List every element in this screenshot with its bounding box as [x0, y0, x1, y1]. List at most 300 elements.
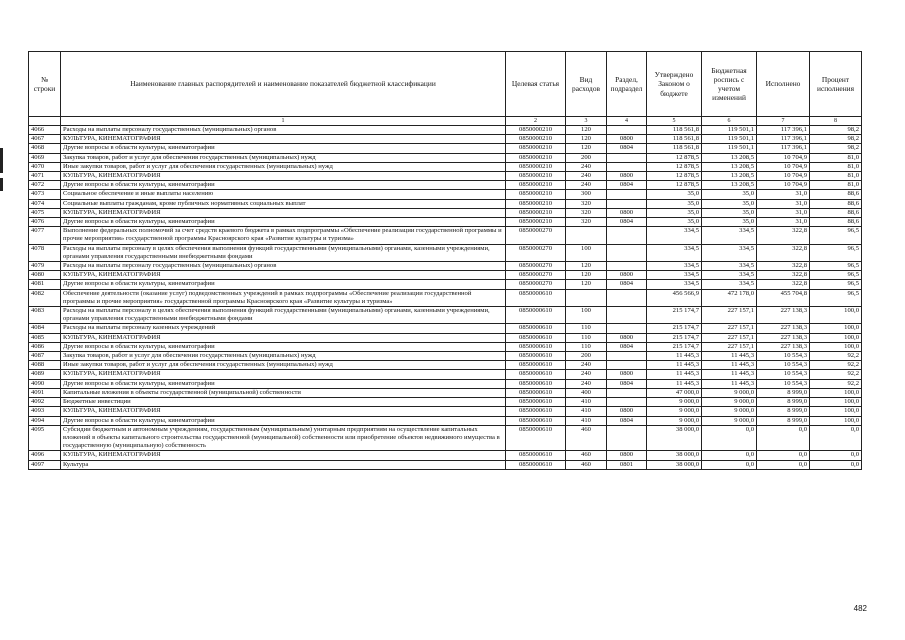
expense-type: 120 — [566, 126, 607, 135]
expense-type: 460 — [566, 451, 607, 460]
target-article: 0850000210 — [506, 208, 566, 217]
row-number: 4091 — [29, 388, 61, 397]
percent-executed: 100,0 — [810, 388, 862, 397]
row-number: 4073 — [29, 190, 61, 199]
executed-amount: 322,8 — [757, 280, 810, 289]
budget-table — [28, 51, 862, 470]
percent-executed: 100,0 — [810, 307, 862, 324]
row-name: Бюджетные инвестиции — [61, 398, 506, 407]
target-article: 0850000270 — [506, 244, 566, 261]
approved-amount: 12 878,5 — [647, 181, 702, 190]
column-number: 3 — [566, 117, 607, 126]
section-code — [607, 289, 647, 306]
expense-type: 100 — [566, 244, 607, 261]
executed-amount: 10 704,9 — [757, 181, 810, 190]
budget-amount: 227 157,1 — [702, 333, 757, 342]
expense-type: 410 — [566, 407, 607, 416]
row-number: 4087 — [29, 352, 61, 361]
approved-amount: 35,0 — [647, 218, 702, 227]
budget-amount: 227 157,1 — [702, 324, 757, 333]
target-article: 0850000210 — [506, 199, 566, 208]
budget-amount: 0,0 — [702, 451, 757, 460]
executed-amount: 0,0 — [757, 451, 810, 460]
expense-type: 460 — [566, 460, 607, 469]
row-name: КУЛЬТУРА, КИНЕМАТОГРАФИЯ — [61, 451, 506, 460]
target-article: 0850000210 — [506, 126, 566, 135]
row-number: 4094 — [29, 416, 61, 425]
approved-amount: 215 174,7 — [647, 342, 702, 351]
percent-executed: 100,0 — [810, 407, 862, 416]
budget-amount: 9 000,0 — [702, 398, 757, 407]
table-row — [29, 425, 862, 451]
percent-executed: 100,0 — [810, 342, 862, 351]
approved-amount: 11 445,3 — [647, 379, 702, 388]
executed-amount: 322,8 — [757, 227, 810, 244]
target-article: 0850000610 — [506, 451, 566, 460]
target-article: 0850000610 — [506, 407, 566, 416]
table-row — [29, 181, 862, 190]
budget-amount: 334,5 — [702, 271, 757, 280]
executed-amount: 10 554,3 — [757, 379, 810, 388]
table-row — [29, 280, 862, 289]
table-row — [29, 342, 862, 351]
percent-executed: 100,0 — [810, 416, 862, 425]
approved-amount: 11 445,3 — [647, 370, 702, 379]
percent-executed: 98,2 — [810, 126, 862, 135]
table-row — [29, 135, 862, 144]
row-name: КУЛЬТУРА, КИНЕМАТОГРАФИЯ — [61, 135, 506, 144]
approved-amount: 9 000,0 — [647, 416, 702, 425]
budget-amount: 227 157,1 — [702, 307, 757, 324]
expense-type: 200 — [566, 153, 607, 162]
scan-edge-mark — [0, 160, 3, 173]
expense-type: 410 — [566, 416, 607, 425]
row-name: КУЛЬТУРА, КИНЕМАТОГРАФИЯ — [61, 333, 506, 342]
percent-executed: 100,0 — [810, 333, 862, 342]
row-name: Другие вопросы в области культуры, кинематографии — [61, 379, 506, 388]
expense-type: 100 — [566, 307, 607, 324]
executed-amount: 0,0 — [757, 460, 810, 469]
table-row — [29, 244, 862, 261]
budget-amount: 334,5 — [702, 280, 757, 289]
approved-amount: 47 000,0 — [647, 388, 702, 397]
budget-amount: 119 501,1 — [702, 126, 757, 135]
budget-amount: 11 445,3 — [702, 352, 757, 361]
row-name: Иные закупки товаров, работ и услуг для обеспечения государственных (муниципальных) нужд — [61, 361, 506, 370]
row-number: 4092 — [29, 398, 61, 407]
expense-type — [566, 227, 607, 244]
row-name: Другие вопросы в области культуры, кинематографии — [61, 144, 506, 153]
executed-amount: 8 999,0 — [757, 398, 810, 407]
row-name: Иные закупки товаров, работ и услуг для обеспечения государственных (муниципальных) нужд — [61, 162, 506, 171]
executed-amount: 10 704,9 — [757, 172, 810, 181]
executed-amount: 10 554,3 — [757, 352, 810, 361]
section-code — [607, 126, 647, 135]
budget-amount: 35,0 — [702, 199, 757, 208]
percent-executed: 92,2 — [810, 361, 862, 370]
executed-amount: 31,0 — [757, 218, 810, 227]
target-article: 0850000610 — [506, 289, 566, 306]
percent-executed: 96,5 — [810, 227, 862, 244]
column-number: 7 — [757, 117, 810, 126]
expense-type: 120 — [566, 144, 607, 153]
row-number: 4097 — [29, 460, 61, 469]
budget-amount: 35,0 — [702, 208, 757, 217]
percent-executed: 81,0 — [810, 172, 862, 181]
target-article: 0850000210 — [506, 172, 566, 181]
executed-amount: 227 138,3 — [757, 342, 810, 351]
approved-amount: 215 174,7 — [647, 333, 702, 342]
section-code — [607, 190, 647, 199]
table-row — [29, 172, 862, 181]
row-number: 4081 — [29, 280, 61, 289]
percent-executed: 96,5 — [810, 289, 862, 306]
executed-amount: 8 999,0 — [757, 407, 810, 416]
expense-type: 240 — [566, 361, 607, 370]
row-number: 4067 — [29, 135, 61, 144]
approved-amount: 38 000,0 — [647, 425, 702, 451]
row-number: 4070 — [29, 162, 61, 171]
table-row — [29, 199, 862, 208]
target-article: 0850000210 — [506, 153, 566, 162]
approved-amount: 12 878,5 — [647, 153, 702, 162]
header-expense-type: Вид расходов — [566, 52, 607, 117]
row-name: Капитальные вложения в объекты государственной (муниципальной) собственности — [61, 388, 506, 397]
approved-amount: 38 000,0 — [647, 460, 702, 469]
approved-amount: 11 445,3 — [647, 361, 702, 370]
expense-type: 320 — [566, 199, 607, 208]
budget-amount: 334,5 — [702, 244, 757, 261]
budget-amount: 0,0 — [702, 425, 757, 451]
column-number: 2 — [506, 117, 566, 126]
column-number: 8 — [810, 117, 862, 126]
table-row — [29, 144, 862, 153]
section-code — [607, 324, 647, 333]
approved-amount: 12 878,5 — [647, 162, 702, 171]
percent-executed: 81,0 — [810, 162, 862, 171]
scan-edge-mark — [0, 178, 3, 191]
row-number: 4084 — [29, 324, 61, 333]
table-row — [29, 190, 862, 199]
executed-amount: 31,0 — [757, 208, 810, 217]
header-budget-schedule: Бюджетная роспись с учетом изменений — [702, 52, 757, 117]
budget-amount: 13 208,5 — [702, 181, 757, 190]
row-number: 4095 — [29, 425, 61, 451]
approved-amount: 9 000,0 — [647, 407, 702, 416]
column-number: 6 — [702, 117, 757, 126]
executed-amount: 117 396,1 — [757, 135, 810, 144]
budget-amount: 472 178,0 — [702, 289, 757, 306]
table-row — [29, 398, 862, 407]
target-article: 0850000610 — [506, 416, 566, 425]
row-name: Другие вопросы в области культуры, кинематографии — [61, 342, 506, 351]
table-row — [29, 153, 862, 162]
expense-type: 120 — [566, 271, 607, 280]
table-body — [29, 126, 862, 470]
table-row — [29, 352, 862, 361]
section-code — [607, 361, 647, 370]
approved-amount: 9 000,0 — [647, 398, 702, 407]
row-number: 4090 — [29, 379, 61, 388]
section-code — [607, 425, 647, 451]
section-code — [607, 162, 647, 171]
expense-type — [566, 289, 607, 306]
approved-amount: 334,5 — [647, 262, 702, 271]
executed-amount: 0,0 — [757, 425, 810, 451]
section-code: 0804 — [607, 342, 647, 351]
target-article: 0850000210 — [506, 144, 566, 153]
approved-amount: 118 561,8 — [647, 135, 702, 144]
section-code: 0804 — [607, 379, 647, 388]
executed-amount: 227 138,3 — [757, 324, 810, 333]
executed-amount: 10 554,3 — [757, 370, 810, 379]
budget-amount: 334,5 — [702, 262, 757, 271]
row-number: 4071 — [29, 172, 61, 181]
target-article: 0850000270 — [506, 280, 566, 289]
section-code — [607, 262, 647, 271]
expense-type: 410 — [566, 398, 607, 407]
budget-amount: 13 208,5 — [702, 153, 757, 162]
percent-executed: 0,0 — [810, 451, 862, 460]
row-name: Расходы на выплаты персоналу государственных (муниципальных) органов — [61, 126, 506, 135]
target-article: 0850000270 — [506, 227, 566, 244]
approved-amount: 38 000,0 — [647, 451, 702, 460]
percent-executed: 96,5 — [810, 271, 862, 280]
target-article: 0850000210 — [506, 181, 566, 190]
percent-executed: 98,2 — [810, 144, 862, 153]
target-article: 0850000610 — [506, 342, 566, 351]
row-name: Другие вопросы в области культуры, кинематографии — [61, 416, 506, 425]
table-row — [29, 333, 862, 342]
section-code: 0800 — [607, 271, 647, 280]
section-code — [607, 227, 647, 244]
expense-type: 300 — [566, 190, 607, 199]
approved-amount: 35,0 — [647, 208, 702, 217]
table-header-row — [29, 52, 862, 117]
budget-amount: 227 157,1 — [702, 342, 757, 351]
table-row — [29, 162, 862, 171]
executed-amount: 10 704,9 — [757, 153, 810, 162]
row-name: Выполнение федеральных полномочий за счет средств краевого бюджета в рамках подпрограммы «Обеспечение реализации государственной программы и прочие мероприятия» государственной программы Красноярского края «Развитие культуры и туризма» — [61, 227, 506, 244]
row-name: Расходы на выплаты персоналу казенных учреждений — [61, 324, 506, 333]
executed-amount: 227 138,3 — [757, 307, 810, 324]
table-row — [29, 227, 862, 244]
column-number — [29, 117, 61, 126]
table-row — [29, 451, 862, 460]
section-code: 0800 — [607, 172, 647, 181]
expense-type: 110 — [566, 324, 607, 333]
expense-type: 460 — [566, 425, 607, 451]
table-row — [29, 262, 862, 271]
section-code: 0804 — [607, 144, 647, 153]
percent-executed: 0,0 — [810, 425, 862, 451]
target-article: 0850000610 — [506, 324, 566, 333]
row-number: 4085 — [29, 333, 61, 342]
section-code — [607, 244, 647, 261]
expense-type: 110 — [566, 342, 607, 351]
percent-executed: 92,2 — [810, 352, 862, 361]
section-code: 0800 — [607, 208, 647, 217]
row-name: Другие вопросы в области культуры, кинематографии — [61, 181, 506, 190]
header-approved: Утверждено Законом о бюджете — [647, 52, 702, 117]
expense-type: 120 — [566, 262, 607, 271]
approved-amount: 35,0 — [647, 190, 702, 199]
row-number: 4083 — [29, 307, 61, 324]
row-number: 4082 — [29, 289, 61, 306]
approved-amount: 118 561,8 — [647, 144, 702, 153]
executed-amount: 227 138,3 — [757, 333, 810, 342]
expense-type: 110 — [566, 333, 607, 342]
approved-amount: 215 174,7 — [647, 307, 702, 324]
row-name: Другие вопросы в области культуры, кинематографии — [61, 218, 506, 227]
row-number: 4096 — [29, 451, 61, 460]
target-article: 0850000610 — [506, 333, 566, 342]
approved-amount: 334,5 — [647, 244, 702, 261]
row-number: 4068 — [29, 144, 61, 153]
table-row — [29, 388, 862, 397]
row-number: 4089 — [29, 370, 61, 379]
row-number: 4076 — [29, 218, 61, 227]
row-name: Субсидии бюджетным и автономным учреждениям, государственным (муниципальным) унитарным предприятиям на осуществление капитальных вложений в объекты капитального строительства государственной (муниципальной) собственности или приобретение объектов недвижимого имущества в государственную (муниципальную) собственность — [61, 425, 506, 451]
row-name: КУЛЬТУРА, КИНЕМАТОГРАФИЯ — [61, 370, 506, 379]
table-row — [29, 460, 862, 469]
row-number: 4077 — [29, 227, 61, 244]
row-number: 4079 — [29, 262, 61, 271]
approved-amount: 456 566,9 — [647, 289, 702, 306]
target-article: 0850000270 — [506, 262, 566, 271]
percent-executed: 100,0 — [810, 324, 862, 333]
section-code: 0800 — [607, 333, 647, 342]
column-number: 4 — [607, 117, 647, 126]
table-row — [29, 407, 862, 416]
budget-amount: 0,0 — [702, 460, 757, 469]
percent-executed: 88,6 — [810, 218, 862, 227]
row-number: 4069 — [29, 153, 61, 162]
budget-amount: 11 445,3 — [702, 379, 757, 388]
executed-amount: 455 704,8 — [757, 289, 810, 306]
table-row — [29, 208, 862, 217]
row-name: Расходы на выплаты персоналу в целях обеспечения выполнения функций государственными (муниципальными) органами, казенными учреждениями, органами управления государственными внебюджетными фондами — [61, 244, 506, 261]
column-number: 5 — [647, 117, 702, 126]
expense-type: 320 — [566, 218, 607, 227]
target-article: 0850000610 — [506, 352, 566, 361]
executed-amount: 322,8 — [757, 262, 810, 271]
section-code: 0804 — [607, 218, 647, 227]
target-article: 0850000610 — [506, 370, 566, 379]
percent-executed: 81,0 — [810, 181, 862, 190]
approved-amount: 118 561,8 — [647, 126, 702, 135]
percent-executed: 0,0 — [810, 460, 862, 469]
executed-amount: 10 554,3 — [757, 361, 810, 370]
executed-amount: 31,0 — [757, 190, 810, 199]
approved-amount: 334,5 — [647, 271, 702, 280]
section-code: 0804 — [607, 280, 647, 289]
table-row — [29, 379, 862, 388]
percent-executed: 88,6 — [810, 190, 862, 199]
expense-type: 200 — [566, 352, 607, 361]
row-number: 4066 — [29, 126, 61, 135]
expense-type: 240 — [566, 181, 607, 190]
expense-type: 320 — [566, 208, 607, 217]
percent-executed: 88,6 — [810, 208, 862, 217]
target-article: 0850000210 — [506, 218, 566, 227]
row-name: КУЛЬТУРА, КИНЕМАТОГРАФИЯ — [61, 271, 506, 280]
page-number: 482 — [853, 604, 867, 613]
approved-amount: 12 878,5 — [647, 172, 702, 181]
percent-executed: 88,6 — [810, 199, 862, 208]
row-number: 4088 — [29, 361, 61, 370]
row-name: КУЛЬТУРА, КИНЕМАТОГРАФИЯ — [61, 172, 506, 181]
table-row — [29, 416, 862, 425]
row-name: Закупка товаров, работ и услуг для обеспечения государственных (муниципальных) нужд — [61, 352, 506, 361]
target-article: 0850000610 — [506, 398, 566, 407]
row-name: Расходы на выплаты персоналу в целях обеспечения выполнения функций государственными (муниципальными) органами, казенными учреждениями, органами управления государственными внебюджетными фондами — [61, 307, 506, 324]
row-number: 4086 — [29, 342, 61, 351]
target-article: 0850000610 — [506, 379, 566, 388]
row-number: 4072 — [29, 181, 61, 190]
approved-amount: 35,0 — [647, 199, 702, 208]
executed-amount: 8 999,0 — [757, 388, 810, 397]
percent-executed: 100,0 — [810, 398, 862, 407]
budget-amount: 35,0 — [702, 218, 757, 227]
row-name: КУЛЬТУРА, КИНЕМАТОГРАФИЯ — [61, 208, 506, 217]
table-row — [29, 370, 862, 379]
budget-amount: 9 000,0 — [702, 388, 757, 397]
budget-amount: 13 208,5 — [702, 172, 757, 181]
budget-amount: 119 501,1 — [702, 144, 757, 153]
column-number-row — [29, 117, 862, 126]
section-code: 0804 — [607, 181, 647, 190]
executed-amount: 10 704,9 — [757, 162, 810, 171]
section-code — [607, 388, 647, 397]
expense-type: 120 — [566, 280, 607, 289]
expense-type: 240 — [566, 379, 607, 388]
table-row — [29, 361, 862, 370]
approved-amount: 334,5 — [647, 280, 702, 289]
row-name: Другие вопросы в области культуры, кинематографии — [61, 280, 506, 289]
approved-amount: 215 174,7 — [647, 324, 702, 333]
row-number: 4080 — [29, 271, 61, 280]
percent-executed: 96,5 — [810, 244, 862, 261]
table-row — [29, 307, 862, 324]
section-code: 0800 — [607, 135, 647, 144]
budget-amount: 9 000,0 — [702, 407, 757, 416]
expense-type: 240 — [566, 162, 607, 171]
table-row — [29, 218, 862, 227]
section-code — [607, 398, 647, 407]
expense-type: 240 — [566, 370, 607, 379]
section-code: 0800 — [607, 451, 647, 460]
executed-amount: 117 396,1 — [757, 126, 810, 135]
row-number: 4078 — [29, 244, 61, 261]
percent-executed: 96,5 — [810, 262, 862, 271]
row-number: 4093 — [29, 407, 61, 416]
section-code: 0800 — [607, 407, 647, 416]
target-article: 0850000610 — [506, 307, 566, 324]
expense-type: 120 — [566, 135, 607, 144]
budget-amount: 119 501,1 — [702, 135, 757, 144]
row-name: Социальное обеспечение и иные выплаты населению — [61, 190, 506, 199]
column-number: 1 — [61, 117, 506, 126]
section-code — [607, 153, 647, 162]
percent-executed: 92,2 — [810, 379, 862, 388]
budget-amount: 13 208,5 — [702, 162, 757, 171]
target-article: 0850000210 — [506, 162, 566, 171]
table-row — [29, 324, 862, 333]
budget-amount: 35,0 — [702, 190, 757, 199]
executed-amount: 31,0 — [757, 199, 810, 208]
executed-amount: 8 999,0 — [757, 416, 810, 425]
